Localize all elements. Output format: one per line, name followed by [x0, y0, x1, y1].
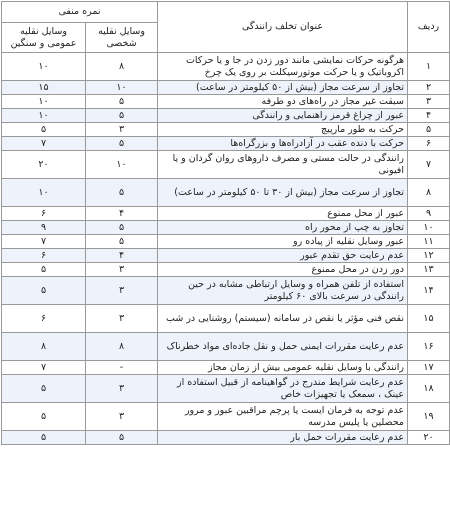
row-number: ۱۰	[408, 221, 450, 235]
row-number: ۱	[408, 53, 450, 81]
table-row	[2, 207, 450, 221]
violation-title: عدم رعایت حق تقدم عبور	[158, 249, 408, 263]
violation-title: عدم توجه به فرمان ایست یا پرچم مراقبین عبور و مرور محصلین یا پلیس مدرسه	[158, 403, 408, 431]
public-points: ۷	[2, 137, 86, 151]
table-row	[2, 361, 450, 375]
personal-points: ۵	[86, 137, 158, 151]
public-points: ۹	[2, 221, 86, 235]
personal-points: ۳	[86, 375, 158, 403]
violation-title: رانندگی در حالت مستی و مصرف داروهای روان گردان و یا افیونی	[158, 151, 408, 179]
row-number: ۱۸	[408, 375, 450, 403]
row-number: ۳	[408, 95, 450, 109]
table-row	[2, 179, 450, 207]
table-row	[2, 333, 450, 361]
violation-title: تجاوز از سرعت مجاز (بیش از ۳۰ تا ۵۰ کیلومتر در ساعت)	[158, 179, 408, 207]
header-row-no: ردیف	[408, 2, 450, 53]
table-row	[2, 53, 450, 81]
violation-title: عدم رعایت شرایط مندرج در گواهینامه از قبیل استفاده از عینک ، سمعک یا تجهیزات خاص	[158, 375, 408, 403]
table-row	[2, 277, 450, 305]
violation-title: رانندگی با وسایل نقلیه عمومی بیش از زمان مجاز	[158, 361, 408, 375]
table-row	[2, 305, 450, 333]
row-number: ۷	[408, 151, 450, 179]
row-number: ۱۲	[408, 249, 450, 263]
personal-points: ۵	[86, 431, 158, 445]
violation-title: سبقت غیر مجاز در راه‌های دو طرفه	[158, 95, 408, 109]
public-points: ۶	[2, 207, 86, 221]
header-personal: وسایل نقلیه شخصی	[86, 23, 158, 53]
row-number: ۱۵	[408, 305, 450, 333]
personal-points: -	[86, 361, 158, 375]
public-points: ۵	[2, 431, 86, 445]
public-points: ۵	[2, 375, 86, 403]
personal-points: ۵	[86, 235, 158, 249]
header-negative-points: نمره منفی	[2, 2, 158, 23]
row-number: ۹	[408, 207, 450, 221]
personal-points: ۴	[86, 249, 158, 263]
public-points: ۶	[2, 305, 86, 333]
violation-title: عبور وسایل نقلیه از پیاده رو	[158, 235, 408, 249]
violation-title: هرگونه حرکات نمایشی مانند دور زدن در جا و یا حرکات اکروباتیک و یا حرکت موتورسیکلت بر روی یک چرخ	[158, 53, 408, 81]
personal-points: ۳	[86, 277, 158, 305]
violation-title: عدم رعایت مقررات ایمنی حمل و نقل جاده‌ای مواد خطرناک	[158, 333, 408, 361]
row-number: ۲	[408, 81, 450, 95]
public-points: ۵	[2, 263, 86, 277]
table-row	[2, 403, 450, 431]
header-public-heavy: وسایل نقلیه عمومی و سنگین	[2, 23, 86, 53]
personal-points: ۱۰	[86, 151, 158, 179]
personal-points: ۳	[86, 123, 158, 137]
row-number: ۴	[408, 109, 450, 123]
personal-points: ۵	[86, 109, 158, 123]
violation-title: استفاده از تلفن همراه و وسایل ارتباطی مشابه در حین رانندگی در سرعت بالای ۶۰ کیلومتر	[158, 277, 408, 305]
table-row	[2, 137, 450, 151]
row-number: ۱۴	[408, 277, 450, 305]
public-points: ۸	[2, 333, 86, 361]
violation-title: عدم رعایت مقررات حمل بار	[158, 431, 408, 445]
table-row	[2, 221, 450, 235]
personal-points: ۳	[86, 263, 158, 277]
violation-title: تجاوز از سرعت مجاز (بیش از ۵۰ کیلومتر در ساعت)	[158, 81, 408, 95]
row-number: ۱۱	[408, 235, 450, 249]
header-title: عنوان تخلف رانندگی	[158, 2, 408, 53]
personal-points: ۸	[86, 53, 158, 81]
row-number: ۵	[408, 123, 450, 137]
personal-points: ۳	[86, 403, 158, 431]
personal-points: ۴	[86, 207, 158, 221]
public-points: ۲۰	[2, 151, 86, 179]
row-number: ۱۶	[408, 333, 450, 361]
table-row	[2, 123, 450, 137]
violation-title: حرکت به طور مارپیچ	[158, 123, 408, 137]
personal-points: ۵	[86, 95, 158, 109]
table-row	[2, 235, 450, 249]
table-row	[2, 81, 450, 95]
row-number: ۶	[408, 137, 450, 151]
table-row	[2, 375, 450, 403]
violation-title: عبور از محل ممنوع	[158, 207, 408, 221]
public-points: ۵	[2, 123, 86, 137]
table-row	[2, 249, 450, 263]
personal-points: ۸	[86, 333, 158, 361]
row-number: ۱۹	[408, 403, 450, 431]
personal-points: ۵	[86, 179, 158, 207]
public-points: ۷	[2, 235, 86, 249]
table-row	[2, 95, 450, 109]
table-row	[2, 151, 450, 179]
violation-title: نقص فنی مؤثر یا نقص در سامانه (سیستم) روشنایی در شب	[158, 305, 408, 333]
violation-title: تجاوز به چپ از محور راه	[158, 221, 408, 235]
table-row	[2, 431, 450, 445]
public-points: ۶	[2, 249, 86, 263]
violation-title: عبور از چراغ قرمز راهنمایی و رانندگی	[158, 109, 408, 123]
row-number: ۲۰	[408, 431, 450, 445]
public-points: ۱۰	[2, 95, 86, 109]
violation-title: دور زدن در محل ممنوع	[158, 263, 408, 277]
public-points: ۱۰	[2, 179, 86, 207]
personal-points: ۵	[86, 221, 158, 235]
row-number: ۱۷	[408, 361, 450, 375]
public-points: ۱۵	[2, 81, 86, 95]
row-number: ۱۳	[408, 263, 450, 277]
public-points: ۵	[2, 277, 86, 305]
table-row	[2, 263, 450, 277]
public-points: ۵	[2, 403, 86, 431]
row-number: ۸	[408, 179, 450, 207]
personal-points: ۱۰	[86, 81, 158, 95]
public-points: ۷	[2, 361, 86, 375]
table-row	[2, 109, 450, 123]
public-points: ۱۰	[2, 109, 86, 123]
traffic-violations-table	[1, 1, 450, 445]
public-points: ۱۰	[2, 53, 86, 81]
personal-points: ۳	[86, 305, 158, 333]
violation-title: حرکت با دنده عقب در آزادراه‌ها و بزرگراه‌ها	[158, 137, 408, 151]
